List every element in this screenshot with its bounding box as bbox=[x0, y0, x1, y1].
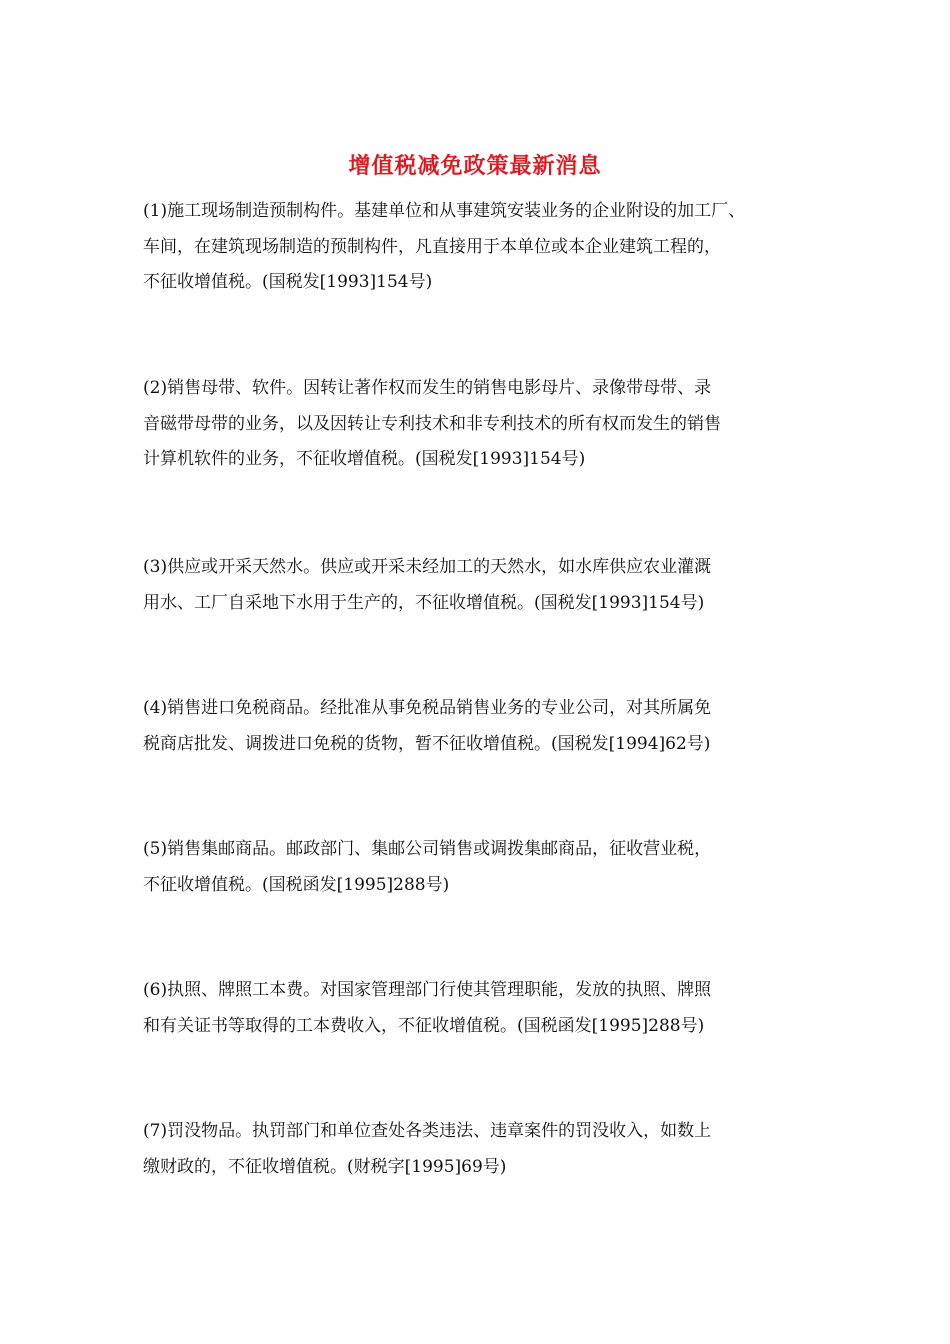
paragraph-line: (1)施工现场制造预制构件。基建单位和从事建筑安装业务的企业附设的加工厂、 bbox=[143, 201, 746, 221]
paragraph-line: (6)执照、牌照工本费。对国家管理部门行使其管理职能，发放的执照、牌照 bbox=[143, 980, 712, 1000]
document-title: 增值税减免政策最新消息 bbox=[348, 153, 602, 179]
paragraph-1 bbox=[143, 194, 823, 301]
paragraph-line: (2)销售母带、软件。因转让著作权而发生的销售电影母片、录像带母带、录 bbox=[143, 378, 712, 398]
paragraph-line: (7)罚没物品。执罚部门和单位查处各类违法、违章案件的罚没收入，如数上 bbox=[143, 1121, 712, 1141]
paragraph-line: 用水、工厂自采地下水用于生产的，不征收增值税。(国税发[1993]154号) bbox=[143, 592, 705, 613]
paragraph-line: 税商店批发、调拨进口免税的货物，暂不征收增值税。(国税发[1994]62号) bbox=[143, 733, 711, 754]
paragraph-3 bbox=[143, 550, 823, 621]
paragraph-line: 不征收增值税。(国税发[1993]154号) bbox=[143, 272, 433, 292]
paragraph-5 bbox=[143, 832, 823, 903]
paragraph-7 bbox=[143, 1114, 823, 1185]
paragraph-4 bbox=[143, 691, 823, 762]
paragraph-line: 计算机软件的业务，不征收增值税。(国税发[1993]154号) bbox=[143, 449, 586, 469]
paragraph-line: 缴财政的，不征收增值税。(财税字[1995]69号) bbox=[143, 1156, 507, 1177]
paragraph-line: (5)销售集邮商品。邮政部门、集邮公司销售或调拨集邮商品，征收营业税， bbox=[143, 839, 712, 859]
paragraph-line: (4)销售进口免税商品。经批准从事免税品销售业务的专业公司，对其所属免 bbox=[143, 698, 712, 718]
paragraph-line: 音磁带母带的业务，以及因转让专利技术和非专利技术的所有权而发生的销售 bbox=[143, 413, 721, 434]
paragraph-6 bbox=[143, 973, 823, 1044]
paragraph-line: 不征收增值税。(国税函发[1995]288号) bbox=[143, 874, 450, 895]
paragraph-line: 和有关证书等取得的工本费收入，不征收增值税。(国税函发[1995]288号) bbox=[143, 1015, 705, 1036]
paragraph-line: (3)供应或开采天然水。供应或开采未经加工的天然水，如水库供应农业灌溉 bbox=[143, 557, 712, 577]
paragraph-2 bbox=[143, 371, 823, 478]
paragraph-line: 车间，在建筑现场制造的预制构件，凡直接用于本单位或本企业建筑工程的， bbox=[143, 236, 721, 257]
